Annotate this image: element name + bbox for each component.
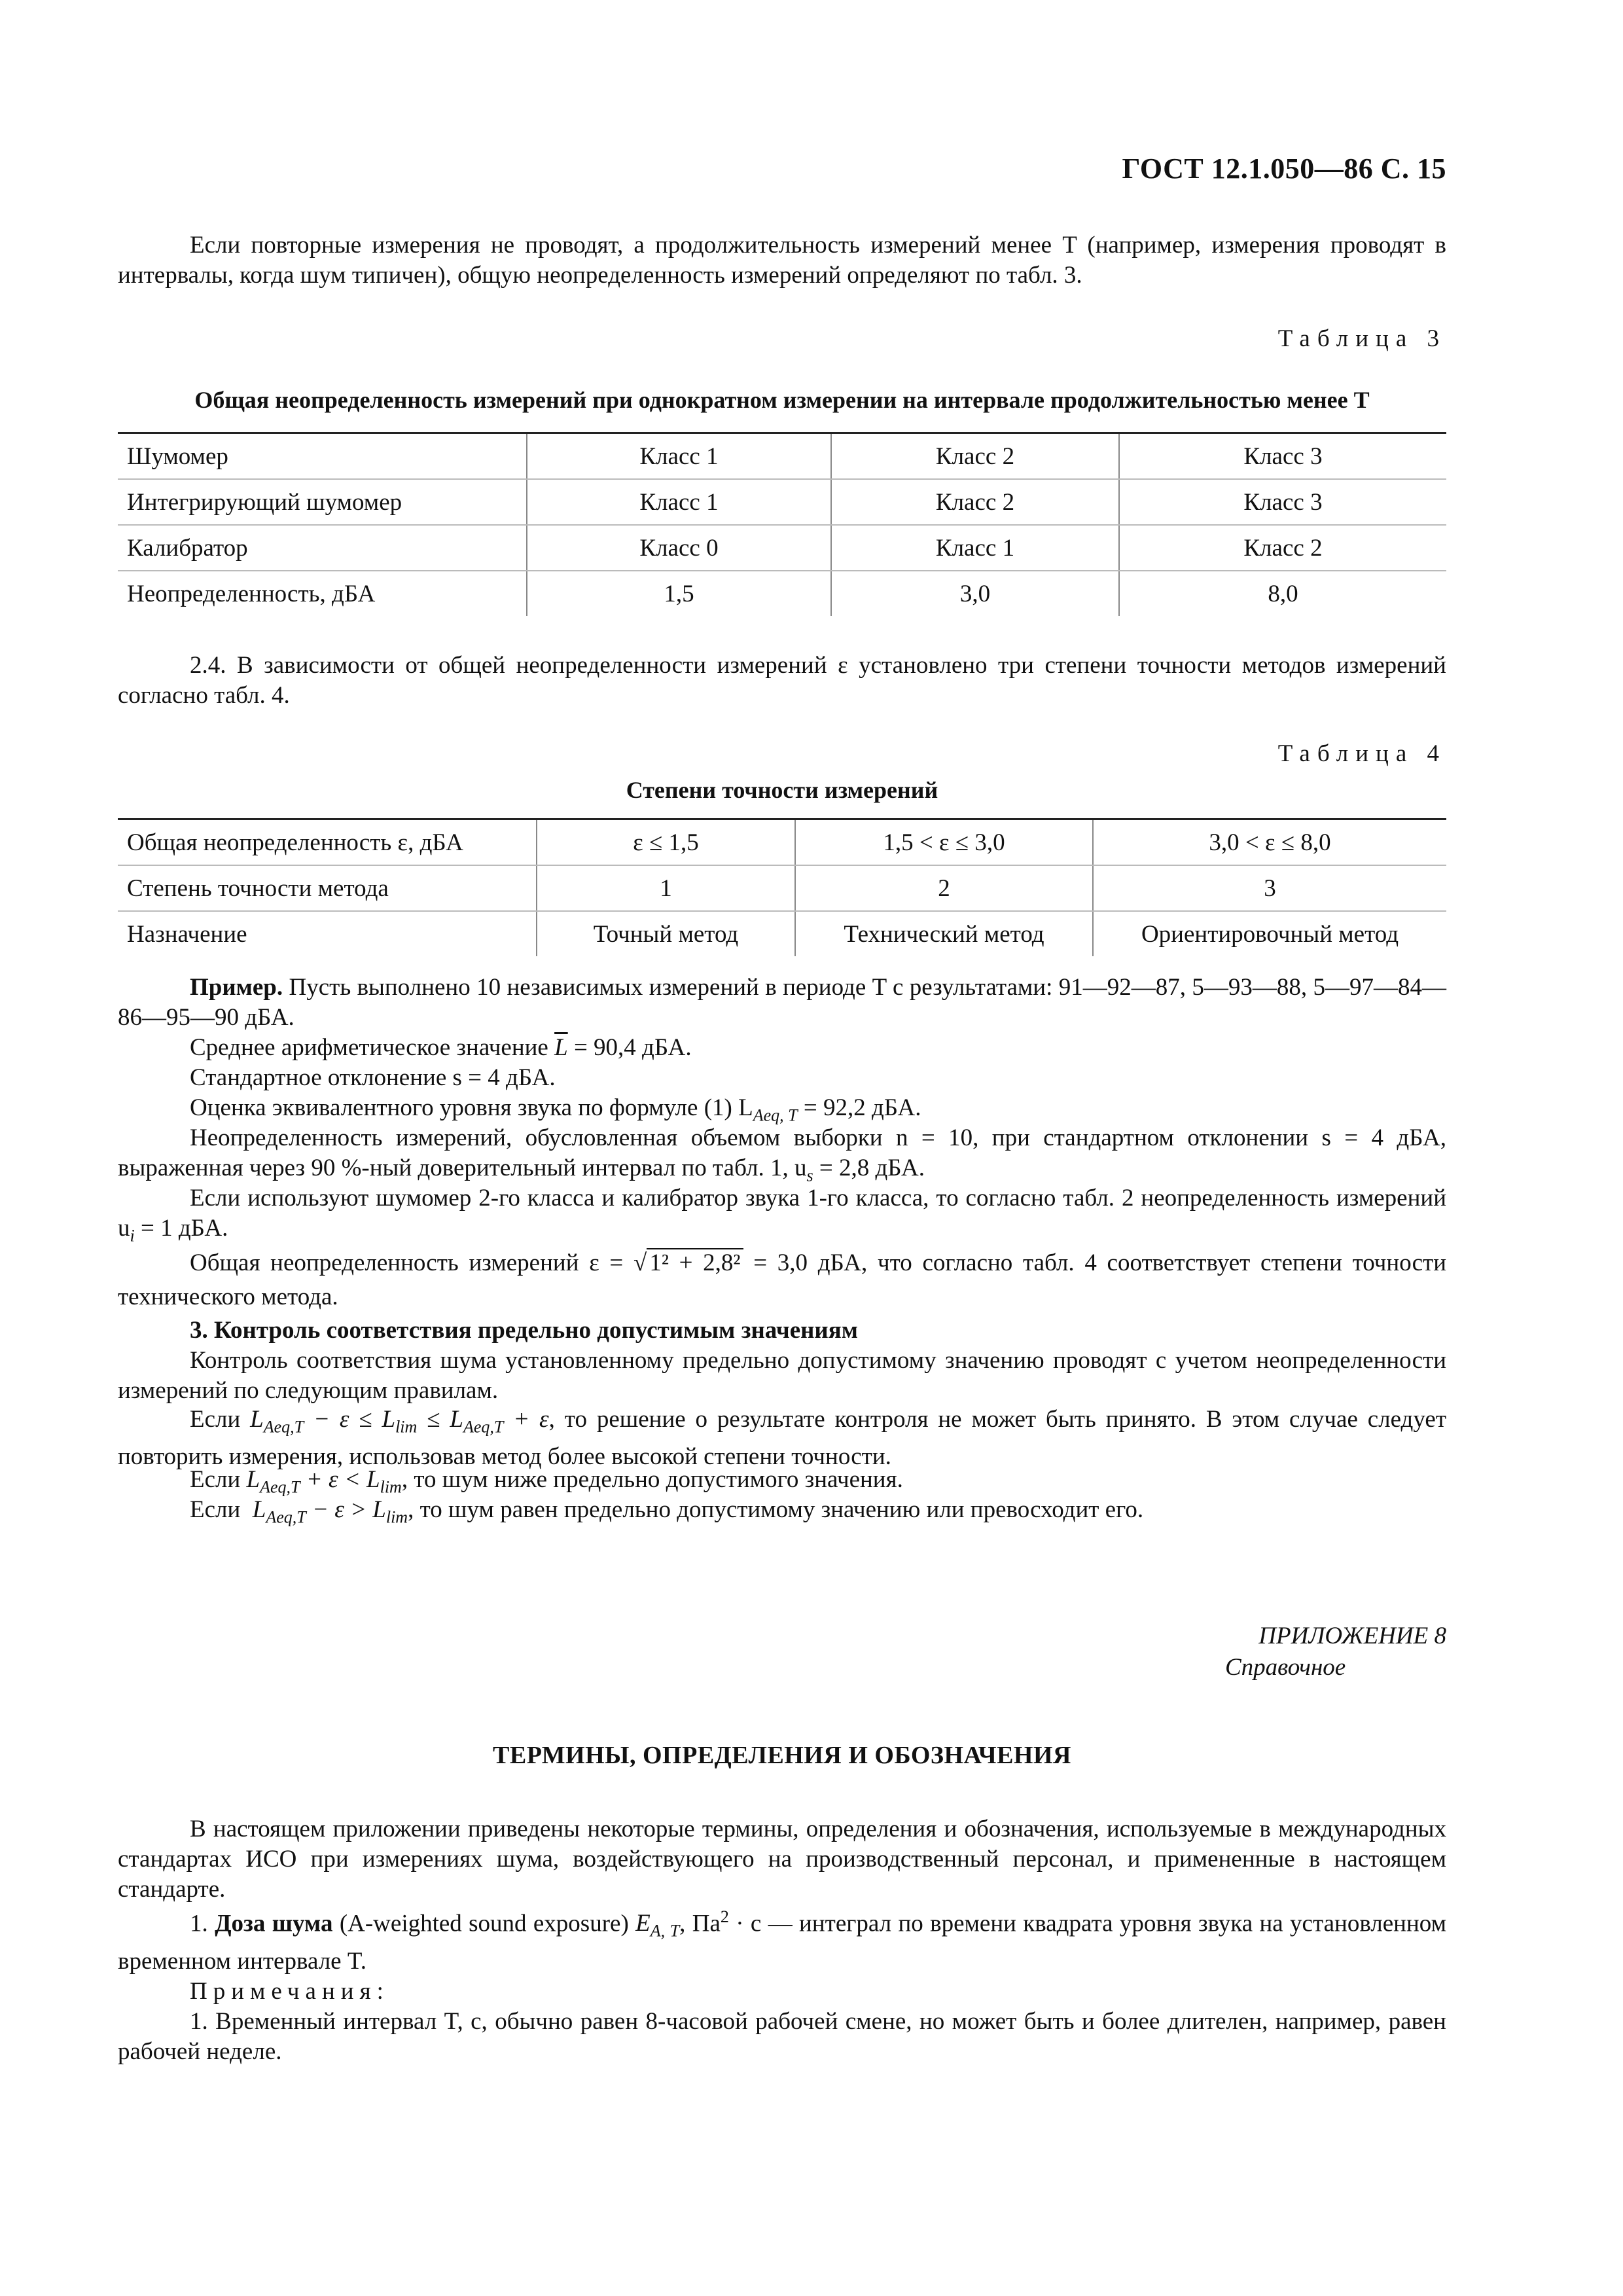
appendix-intro: В настоящем приложении приведены некоторые термины, определения и обозначения, используемые в международных стандартах ИСО при измерениях шума, воздействующего на производственный персонал, и примененные в настоящем стандарте. — [118, 1816, 1446, 1903]
table-cell: 3 — [1093, 865, 1446, 911]
table-cell: 3,0 < ε ≤ 8,0 — [1093, 819, 1446, 866]
intro-paragraph: Если повторные измерения не проводят, а продолжительность измерений менее T (например, измерения проводят в интервалы, когда шум типичен), общую неопределенность измерений определяют по табл. 3. — [118, 232, 1446, 289]
table-cell: Назначение — [118, 911, 537, 956]
table-cell: Класс 3 — [1119, 433, 1446, 480]
sqrt-formula: 1² + 2,8² — [647, 1248, 743, 1276]
table4-title: Степени точности измерений — [626, 777, 938, 803]
table-cell: 3,0 — [831, 571, 1119, 616]
table-cell: Класс 1 — [527, 433, 831, 480]
table3-caption: Таблица 3 — [1277, 325, 1446, 352]
table-cell: Неопределенность, дБА — [118, 571, 527, 616]
notes-label: Примечания: — [190, 1978, 389, 2005]
table4-caption: Таблица 4 — [1277, 740, 1446, 767]
rule1-paragraph: Если $L_{Aeq,T} - \varepsilon \le L_{lim} \le L_{Aeq,T} + \varepsilon$, то решение о результате контроля не может быть принято. В этом случае следует повторить измерения, использовав метод более высокой степени точности. — [118, 1406, 1446, 1471]
table-cell: 1 — [537, 865, 795, 911]
table-row — [118, 525, 1446, 571]
table-cell: Класс 2 — [1119, 525, 1446, 571]
table3-title: Общая неопределенность измерений при однократном измерении на интервале продолжительностью менее T — [194, 387, 1370, 413]
table-row — [118, 865, 1446, 911]
term1-symbol: $E_{A, T}$ — [635, 1910, 680, 1941]
document-page — [118, 0, 1446, 2296]
std-line: Стандартное отклонение s = 4 дБА. — [190, 1064, 556, 1091]
section3-text: Контроль соответствия шума установленному предельно допустимому значению проводят с учетом неопределенности измерений по следующим правилам. — [118, 1347, 1446, 1404]
table-cell: Класс 1 — [527, 479, 831, 525]
table-row — [118, 911, 1446, 956]
rule3-paragraph: Если $L_{Aeq,T} - \varepsilon > L_{lim}$, то шум равен предельно допустимому значению или превосходит его. — [190, 1496, 1144, 1527]
example-label: Пример. — [190, 974, 283, 1001]
table-cell: Калибратор — [118, 525, 527, 571]
table-cell: Ориентировочный метод — [1141, 920, 1399, 948]
example-text: Пусть выполнено 10 независимых измерений в периоде T с результатами: 91—92—87, 5—93—88, 5—97—84—86—95—90 дБА. — [118, 974, 1446, 1031]
table-row — [118, 479, 1446, 525]
table-cell: 8,0 — [1268, 580, 1298, 607]
appendix-label: ПРИЛОЖЕНИЕ 8 — [1258, 1623, 1446, 1649]
total-paragraph: Общая неопределенность измерений ε = √ 1² + 2,8² = 3,0 дБА, что согласно табл. 4 соответствует степени точности технического метода. — [118, 1249, 1447, 1310]
term1-paragraph: 1. Доза шума (A-weighted sound exposure) $E_{A, T}$, $Па^2 \cdot с$ — интеграл по времени квадрата уровня звука на установленном временном интервале T. — [118, 1907, 1446, 1975]
appendix-type: Справочное — [1225, 1654, 1346, 1681]
rule2-paragraph: Если $L_{Aeq,T} + \varepsilon < L_{lim}$, то шум ниже предельно допустимого значения. — [190, 1466, 903, 1497]
uncert-paragraph: Неопределенность измерений, обусловленная объемом выборки n = 10, при стандартном отклонении s = 4 дБА, выраженная через 90 %-ный доверительный интервал по табл. 1, $u_s = 2,8$ дБА. — [118, 1124, 1446, 1185]
table-cell: Технический метод — [795, 911, 1093, 956]
paragraph-2-4: 2.4. В зависимости от общей неопределенности измерений ε установлено три степени точности методов измерений согласно табл. 4. — [118, 652, 1446, 709]
table-row — [118, 819, 1446, 866]
meter-paragraph: Если используют шумомер 2-го класса и калибратор звука 1-го класса, то согласно табл. 2 неопределенность измерений $u_i = 1$ дБА. — [118, 1185, 1446, 1246]
table-cell: Класс 2 — [831, 479, 1119, 525]
mean-line: Среднее арифметическое значение $\overline{L} = 90,4$ дБА. — [190, 1034, 692, 1061]
example-paragraph — [118, 973, 1446, 1033]
rule2-formula: $L_{Aeq,T} + \varepsilon < L_{lim}$ — [246, 1466, 402, 1497]
table-cell: Интегрирующий шумомер — [118, 479, 527, 525]
rule1-formula: $L_{Aeq,T} - \varepsilon \le L_{lim} \le L_{Aeq,T} + \varepsilon$ — [250, 1406, 549, 1437]
page-header: ГОСТ 12.1.050—86 С. 15 — [1122, 152, 1446, 185]
appendix-heading: ТЕРМИНЫ, ОПРЕДЕЛЕНИЯ И ОБОЗНАЧЕНИЯ — [493, 1742, 1071, 1769]
table4 — [118, 818, 1446, 956]
table-cell: ε ≤ 1,5 — [537, 819, 795, 866]
table-cell: Шумомер — [118, 433, 527, 480]
table3 — [118, 432, 1446, 616]
mean-symbol: $\overline{L}$ — [554, 1034, 568, 1061]
table-cell: Класс 3 — [1119, 479, 1446, 525]
note1-paragraph: 1. Временный интервал T, с, обычно равен 8-часовой рабочей смене, но может быть и более длителен, например, равен рабочей неделе. — [118, 2008, 1446, 2065]
rule3-formula: $L_{Aeq,T} - \varepsilon > L_{lim}$ — [252, 1496, 408, 1527]
table-cell: 2 — [795, 865, 1093, 911]
table-cell: Общая неопределенность ε, дБА — [118, 819, 537, 866]
term1-name: Доза шума — [215, 1910, 333, 1937]
section3-heading: 3. Контроль соответствия предельно допустимым значениям — [190, 1317, 858, 1344]
table-cell: Точный метод — [537, 911, 795, 956]
table-row — [118, 433, 1446, 480]
table-cell: Степень точности метода — [118, 865, 537, 911]
table-cell: Класс 0 — [527, 525, 831, 571]
leq-line: Оценка эквивалентного уровня звука по формуле (1) $L_{Aeq, T} = 92,2$ дБА. — [190, 1094, 921, 1125]
table-cell: Класс 1 — [831, 525, 1119, 571]
table-cell: Класс 2 — [831, 433, 1119, 480]
table-cell: 1,5 — [527, 571, 831, 616]
table-cell: 1,5 < ε ≤ 3,0 — [795, 819, 1093, 866]
table-row — [118, 571, 1446, 616]
